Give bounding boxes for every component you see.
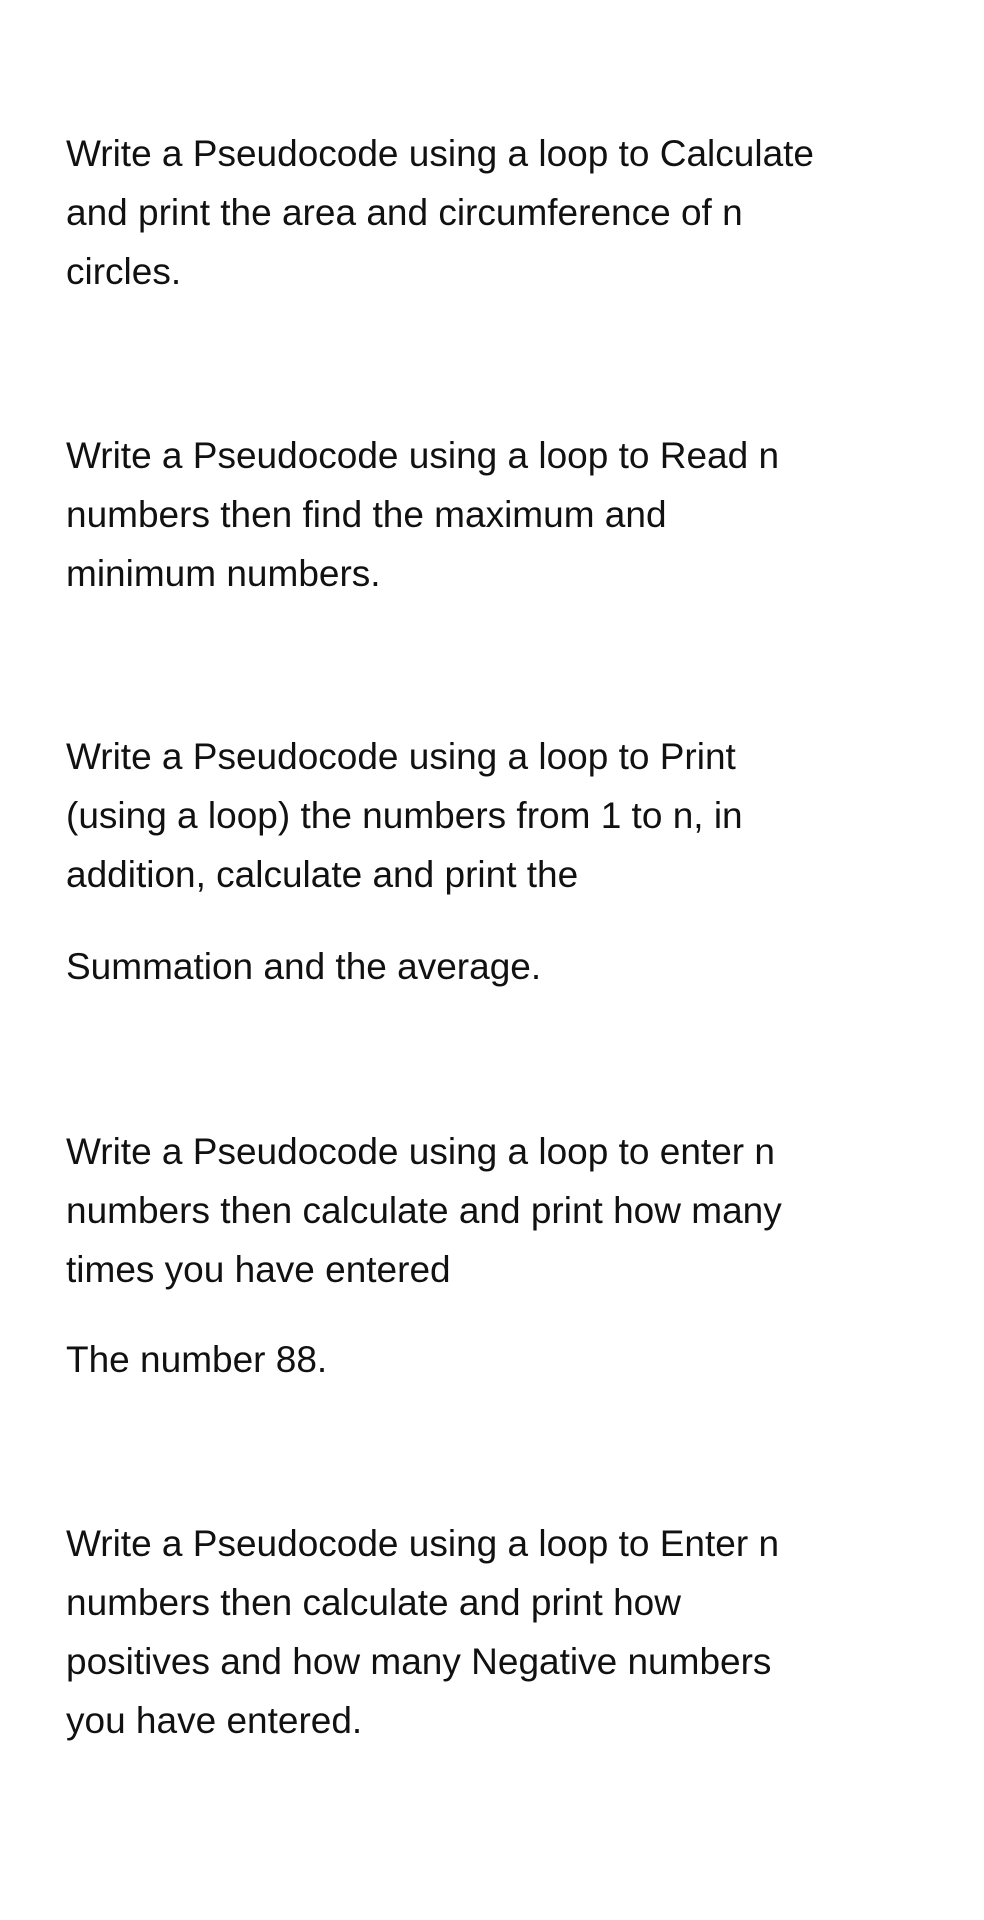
question-1-line-2: and print the area and circumference of n xyxy=(66,192,743,233)
question-2-line-3: minimum numbers. xyxy=(66,553,381,594)
question-4 xyxy=(66,1122,926,1299)
question-5-line-1: Write a Pseudocode using a loop to Enter n xyxy=(66,1523,780,1564)
question-5-line-2: numbers then calculate and print how xyxy=(66,1582,681,1623)
question-1-line-1: Write a Pseudocode using a loop to Calculate xyxy=(66,133,815,174)
question-2-line-1: Write a Pseudocode using a loop to Read n xyxy=(66,435,780,476)
question-4-continuation-line: The number 88. xyxy=(66,1339,328,1380)
question-3-line-1: Write a Pseudocode using a loop to Print xyxy=(66,736,736,777)
question-3-continuation-line: Summation and the average. xyxy=(66,946,542,987)
question-4-continuation xyxy=(66,1330,926,1389)
question-5-line-4: you have entered. xyxy=(66,1700,363,1741)
question-3-line-3: addition, calculate and print the xyxy=(66,854,579,895)
question-4-line-2: numbers then calculate and print how many xyxy=(66,1190,782,1231)
question-4-line-1: Write a Pseudocode using a loop to enter n xyxy=(66,1131,775,1172)
question-3 xyxy=(66,727,926,904)
question-1 xyxy=(66,124,926,301)
question-2 xyxy=(66,426,926,603)
question-1-line-3: circles. xyxy=(66,251,182,292)
question-4-line-3: times you have entered xyxy=(66,1249,451,1290)
question-3-line-2: (using a loop) the numbers from 1 to n, in xyxy=(66,795,743,836)
question-5 xyxy=(66,1514,926,1750)
question-5-line-3: positives and how many Negative numbers xyxy=(66,1641,772,1682)
question-3-continuation xyxy=(66,937,926,996)
question-2-line-2: numbers then find the maximum and xyxy=(66,494,667,535)
